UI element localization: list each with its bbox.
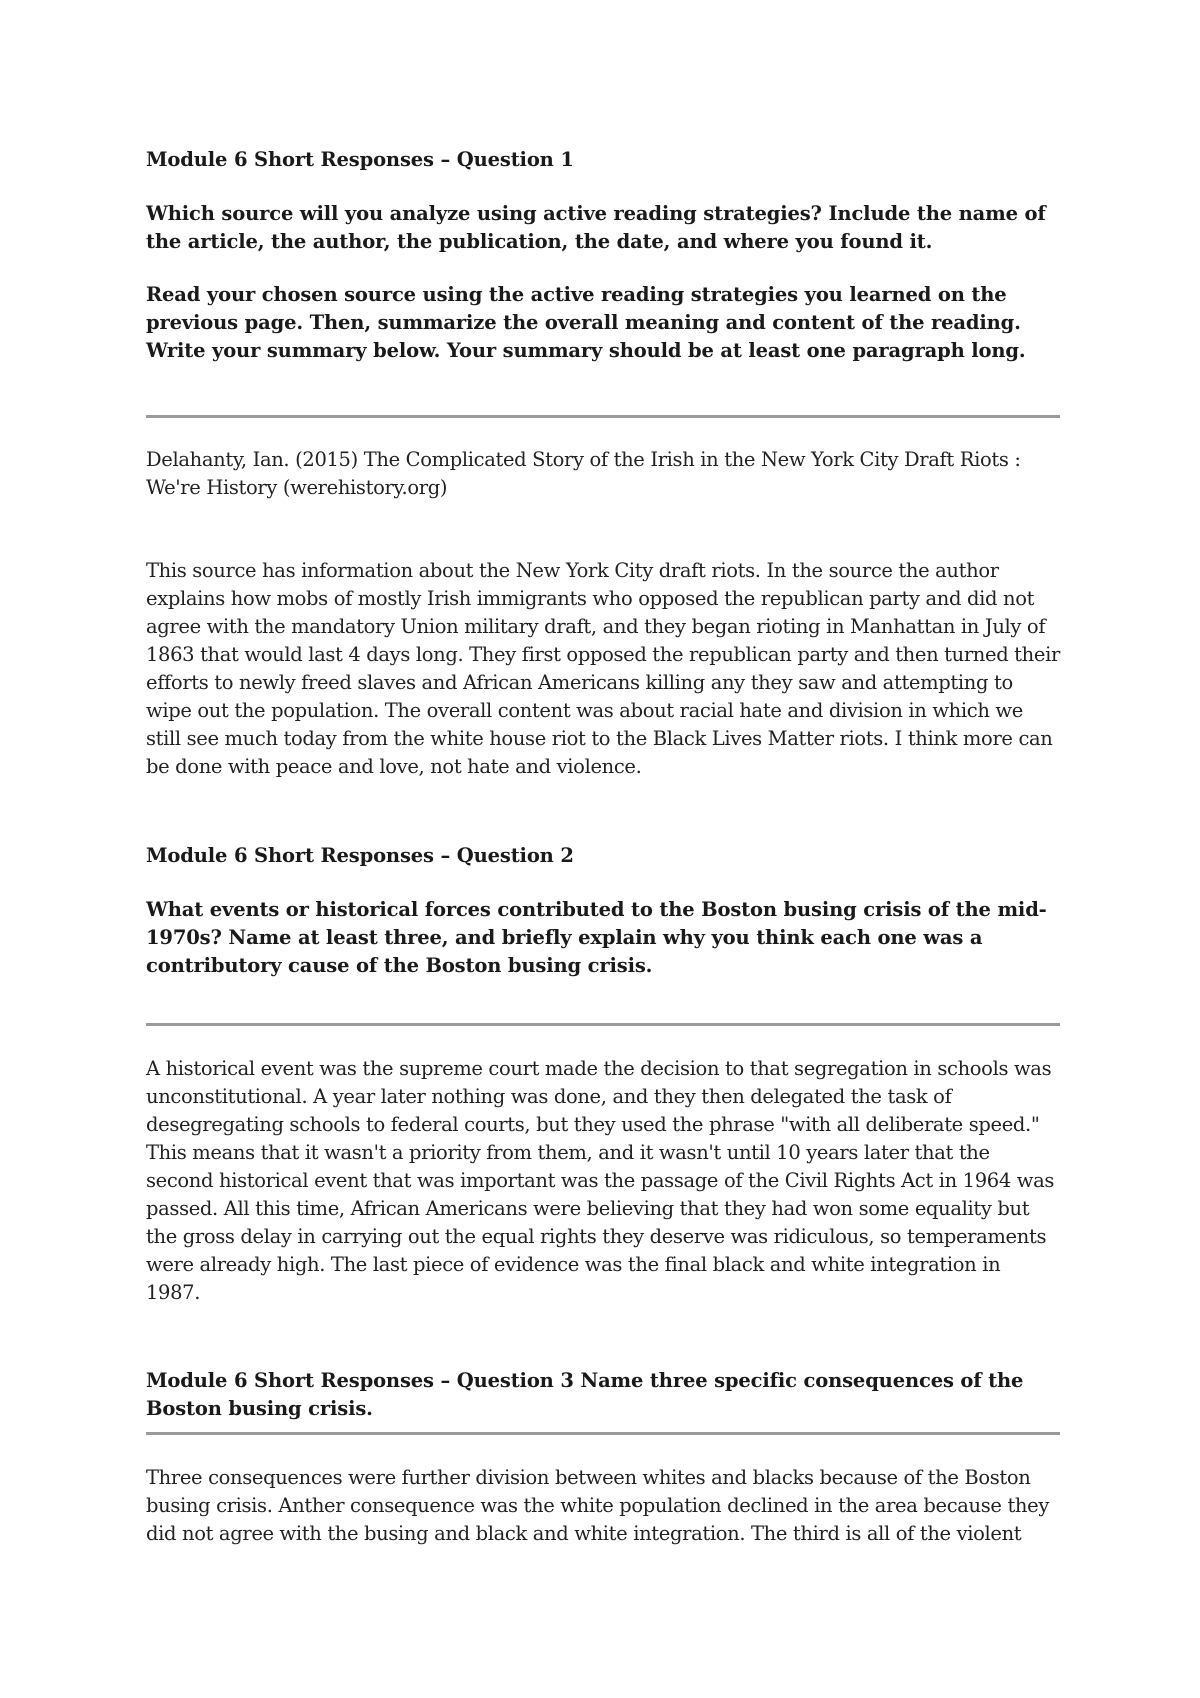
question-1-prompt-source: Which source will you analyze using active reading strategies? Include the name of the article, the author, the publication, the date, and where you found it. [146, 202, 1046, 253]
question-3-answer: Three consequences were further division between whites and blacks because of the Boston busing crisis. Anther consequence was the white population declined in the area because they did not agree with the busing and black and white integration. The third is all of the violent [146, 1466, 1049, 1545]
question-2-prompt: What events or historical forces contributed to the Boston busing crisis of the mid-1970s? Name at least three, and briefly explain why you think each one was a contributory cause of the Boston busing crisis. [146, 898, 1047, 977]
question-2-answer: A historical event was the supreme court made the decision to that segregation in schools was unconstitutional. A year later nothing was done, and they then delegated the task of desegregating schools to federal courts, but they used the phrase "with all deliberate speed." This means that it wasn't a priority from them, and it wasn't until 10 years later that the second historical event that was important was the passage of the Civil Rights Act in 1964 was passed. All this time, African Americans were believing that they had won some equality but the gross delay in carrying out the equal rights they deserve was ridiculous, so temperaments were already high. The last piece of evidence was the final black and white integration in 1987. [146, 1057, 1055, 1304]
question-3-divider [146, 1432, 1060, 1435]
question-1-heading: Module 6 Short Responses – Question 1 [146, 148, 574, 171]
question-1-prompt-summary: Read your chosen source using the active reading strategies you learned on the previous page. Then, summarize the overall meaning and content of the reading. Write your summary below. Your summary should be at least one paragraph long. [146, 283, 1026, 362]
question-1-divider [146, 415, 1060, 418]
question-2-heading: Module 6 Short Responses – Question 2 [146, 844, 574, 867]
question-1-answer: This source has information about the New York City draft riots. In the source the author explains how mobs of mostly Irish immigrants who opposed the republican party and did not agree with the mandatory Union military draft, and they began rioting in Manhattan in July of 1863 that would last 4 days long. They first opposed the republican party and then turned their efforts to newly freed slaves and African Americans killing any they saw and attempting to wipe out the population. The overall content was about racial hate and division in which we still see much today from the white house riot to the Black Lives Matter riots. I think more can be done with peace and love, not hate and violence. [146, 559, 1060, 778]
question-1-citation: Delahanty, Ian. (2015) The Complicated Story of the Irish in the New York City Draft Riots : We're History (werehistory.org) [146, 448, 1021, 499]
question-2-divider [146, 1023, 1060, 1026]
question-3-heading: Module 6 Short Responses – Question 3 Name three specific consequences of the Boston busing crisis. [146, 1369, 1024, 1420]
